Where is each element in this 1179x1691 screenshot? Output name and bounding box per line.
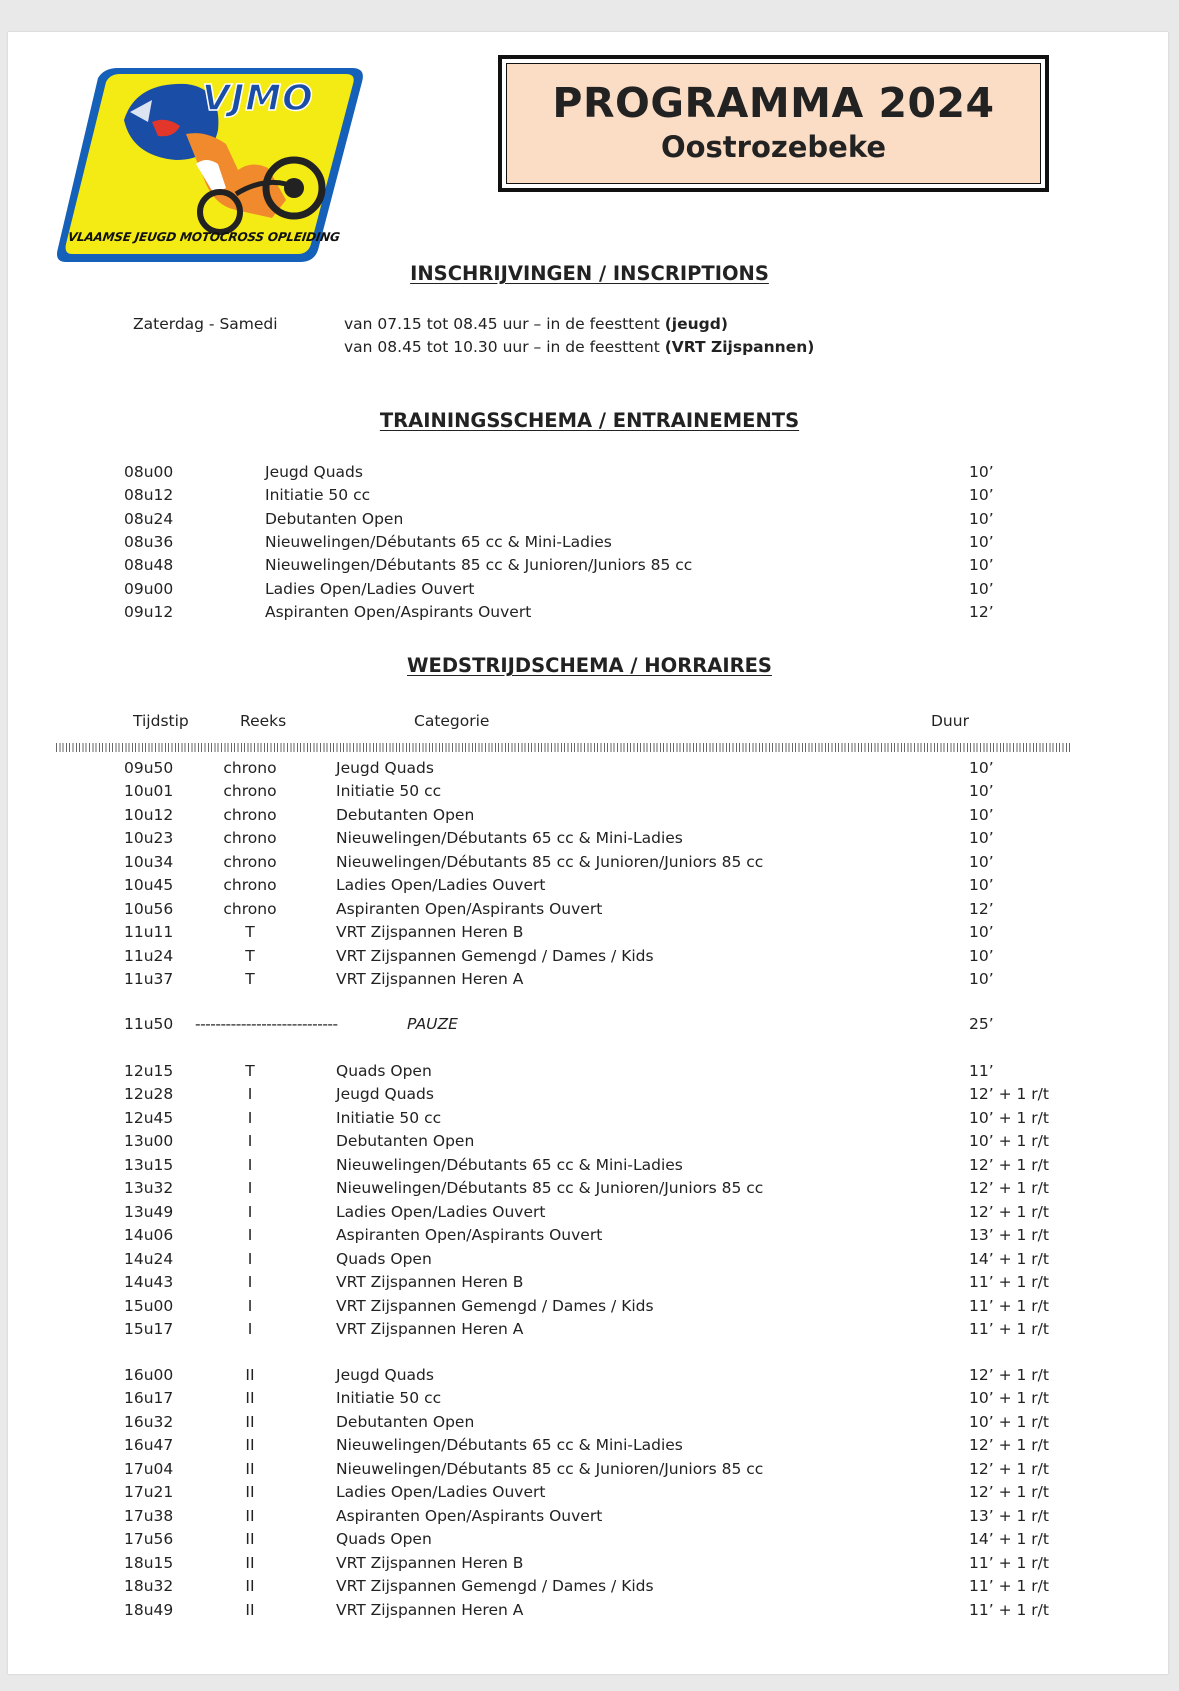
race-row bbox=[0, 1387, 1179, 1411]
race-reeks: II bbox=[245, 1600, 255, 1619]
race-row bbox=[0, 1248, 1179, 1272]
race-duration: 10’ bbox=[969, 852, 994, 871]
race-duration: 12’ bbox=[969, 899, 994, 918]
column-header-reeks: Reeks bbox=[240, 712, 287, 730]
race-time: 12u15 bbox=[124, 1062, 174, 1080]
race-duration: 14’ + 1 r/t bbox=[969, 1249, 1049, 1268]
pause-row bbox=[0, 1013, 1179, 1037]
race-time: 13u15 bbox=[124, 1155, 174, 1174]
race-duration: 11’ + 1 r/t bbox=[969, 1577, 1049, 1596]
race-time: 12u45 bbox=[124, 1108, 174, 1127]
race-reeks: II bbox=[245, 1483, 255, 1502]
race-category: Quads Open bbox=[336, 1062, 432, 1080]
training-category: Debutanten Open bbox=[265, 509, 404, 528]
race-reeks: chrono bbox=[223, 805, 277, 824]
race-time: 10u45 bbox=[124, 876, 174, 895]
pause-duration: 25’ bbox=[969, 1015, 994, 1033]
race-category: Initiatie 50 cc bbox=[336, 1108, 442, 1127]
race-duration: 12’ + 1 r/t bbox=[969, 1459, 1049, 1478]
race-category: VRT Zijspannen Gemengd / Dames / Kids bbox=[336, 1577, 654, 1596]
pause-label: PAUZE bbox=[407, 1015, 458, 1033]
race-reeks: II bbox=[245, 1459, 255, 1478]
race-time: 17u04 bbox=[124, 1459, 174, 1478]
training-duration: 10’ bbox=[969, 463, 994, 481]
race-reeks: I bbox=[247, 1273, 253, 1292]
race-duration: 10’ bbox=[969, 946, 994, 965]
race-reeks: II bbox=[245, 1577, 255, 1596]
race-duration: 11’ + 1 r/t bbox=[969, 1553, 1049, 1572]
race-time: 14u24 bbox=[124, 1249, 174, 1268]
race-time: 09u50 bbox=[124, 759, 174, 777]
race-reeks: II bbox=[245, 1506, 255, 1525]
race-duration: 12’ + 1 r/t bbox=[969, 1483, 1049, 1502]
race-time: 16u17 bbox=[124, 1389, 174, 1408]
race-duration: 14’ + 1 r/t bbox=[969, 1530, 1049, 1549]
race-duration: 12’ + 1 r/t bbox=[969, 1436, 1049, 1455]
training-category: Ladies Open/Ladies Ouvert bbox=[265, 579, 475, 598]
race-row bbox=[0, 1458, 1179, 1482]
race-row bbox=[0, 1528, 1179, 1552]
race-duration: 13’ + 1 r/t bbox=[969, 1226, 1049, 1245]
race-time: 17u38 bbox=[124, 1506, 174, 1525]
inscriptions-line-1: van 07.15 tot 08.45 uur – in de feesttent (jeugd) bbox=[344, 315, 728, 333]
race-reeks: II bbox=[245, 1412, 255, 1431]
race-category: Ladies Open/Ladies Ouvert bbox=[336, 1483, 546, 1502]
race-category: Aspiranten Open/Aspirants Ouvert bbox=[336, 1506, 603, 1525]
training-heading: TRAININGSSCHEMA / ENTRAINEMENTS bbox=[379, 409, 800, 432]
training-time: 08u12 bbox=[124, 486, 174, 505]
race-duration: 11’ + 1 r/t bbox=[969, 1600, 1049, 1619]
race-duration: 11’ + 1 r/t bbox=[969, 1296, 1049, 1315]
training-time: 08u00 bbox=[124, 463, 174, 481]
race-time: 10u56 bbox=[124, 899, 174, 918]
race-duration: 10’ + 1 r/t bbox=[969, 1108, 1049, 1127]
race-time: 16u00 bbox=[124, 1366, 174, 1384]
race-reeks: T bbox=[245, 970, 255, 989]
race-reeks: II bbox=[245, 1389, 255, 1408]
race-category: Jeugd Quads bbox=[336, 1085, 434, 1104]
race-reeks: I bbox=[247, 1085, 253, 1104]
training-duration: 12’ bbox=[969, 602, 994, 621]
race-time: 11u37 bbox=[124, 970, 174, 989]
race-reeks: I bbox=[247, 1132, 253, 1151]
training-duration: 10’ bbox=[969, 579, 994, 598]
race-reeks: I bbox=[247, 1202, 253, 1221]
race-time: 10u01 bbox=[124, 782, 174, 801]
race-category: Quads Open bbox=[336, 1530, 432, 1549]
race-row bbox=[0, 1318, 1179, 1342]
race-category: Nieuwelingen/Débutants 65 cc & Mini-Ladies bbox=[336, 1436, 683, 1455]
race-row bbox=[0, 874, 1179, 898]
training-duration: 10’ bbox=[969, 486, 994, 505]
page-title: PROGRAMMA 2024 bbox=[552, 79, 995, 128]
race-time: 11u24 bbox=[124, 946, 174, 965]
race-time: 16u32 bbox=[124, 1412, 174, 1431]
training-row bbox=[0, 554, 1179, 578]
race-category: Nieuwelingen/Débutants 85 cc & Junioren/Juniors 85 cc bbox=[336, 1179, 764, 1198]
race-duration: 10’ bbox=[969, 805, 994, 824]
race-row bbox=[0, 898, 1179, 922]
race-row bbox=[0, 1201, 1179, 1225]
race-row bbox=[0, 968, 1179, 992]
race-category: Initiatie 50 cc bbox=[336, 1389, 442, 1408]
race-reeks: chrono bbox=[223, 782, 277, 801]
training-row bbox=[0, 531, 1179, 555]
race-category: Nieuwelingen/Débutants 65 cc & Mini-Ladies bbox=[336, 1155, 683, 1174]
race-duration: 10’ bbox=[969, 759, 994, 777]
race-reeks: I bbox=[247, 1108, 253, 1127]
race-reeks: II bbox=[245, 1436, 255, 1455]
training-time: 08u24 bbox=[124, 509, 174, 528]
training-time: 09u12 bbox=[124, 602, 174, 621]
vjmo-logo bbox=[56, 60, 366, 270]
race-row bbox=[0, 1271, 1179, 1295]
race-category: Debutanten Open bbox=[336, 1132, 475, 1151]
race-category: VRT Zijspannen Heren A bbox=[336, 1600, 524, 1619]
race-time: 10u34 bbox=[124, 852, 174, 871]
training-duration: 10’ bbox=[969, 509, 994, 528]
race-category: VRT Zijspannen Gemengd / Dames / Kids bbox=[336, 946, 654, 965]
race-time: 17u56 bbox=[124, 1530, 174, 1549]
race-reeks: I bbox=[247, 1155, 253, 1174]
race-row bbox=[0, 945, 1179, 969]
training-row bbox=[0, 461, 1179, 485]
race-row bbox=[0, 1060, 1179, 1084]
column-header-category: Categorie bbox=[414, 712, 490, 730]
race-time: 13u49 bbox=[124, 1202, 174, 1221]
race-reeks: T bbox=[245, 923, 255, 942]
race-category: Debutanten Open bbox=[336, 805, 475, 824]
race-duration: 11’ bbox=[969, 1062, 994, 1080]
race-row bbox=[0, 1599, 1179, 1623]
training-category: Jeugd Quads bbox=[265, 463, 363, 481]
race-row bbox=[0, 1411, 1179, 1435]
race-category: Ladies Open/Ladies Ouvert bbox=[336, 1202, 546, 1221]
training-category: Initiatie 50 cc bbox=[265, 486, 371, 505]
race-category: Nieuwelingen/Débutants 65 cc & Mini-Ladies bbox=[336, 829, 683, 848]
race-row bbox=[0, 780, 1179, 804]
race-duration: 10’ bbox=[969, 923, 994, 942]
inscriptions-heading: INSCHRIJVINGEN / INSCRIPTIONS bbox=[410, 262, 769, 285]
race-time: 10u23 bbox=[124, 829, 174, 848]
race-row bbox=[0, 1154, 1179, 1178]
race-row bbox=[0, 1130, 1179, 1154]
race-category: VRT Zijspannen Heren B bbox=[336, 1553, 524, 1572]
training-row bbox=[0, 484, 1179, 508]
race-row bbox=[0, 1481, 1179, 1505]
race-reeks: chrono bbox=[223, 852, 277, 871]
training-row bbox=[0, 508, 1179, 532]
race-duration: 10’ + 1 r/t bbox=[969, 1132, 1049, 1151]
race-time: 17u21 bbox=[124, 1483, 174, 1502]
race-duration: 10’ bbox=[969, 970, 994, 989]
training-duration: 10’ bbox=[969, 556, 994, 575]
race-reeks: T bbox=[245, 946, 255, 965]
race-duration: 10’ bbox=[969, 876, 994, 895]
race-row bbox=[0, 1295, 1179, 1319]
race-category: Quads Open bbox=[336, 1249, 432, 1268]
race-time: 15u00 bbox=[124, 1296, 174, 1315]
race-reeks: I bbox=[247, 1249, 253, 1268]
race-duration: 12’ + 1 r/t bbox=[969, 1179, 1049, 1198]
race-category: Nieuwelingen/Débutants 85 cc & Junioren/Juniors 85 cc bbox=[336, 852, 764, 871]
race-row bbox=[0, 827, 1179, 851]
race-category: Aspiranten Open/Aspirants Ouvert bbox=[336, 899, 603, 918]
race-reeks: II bbox=[245, 1553, 255, 1572]
race-duration: 12’ + 1 r/t bbox=[969, 1366, 1049, 1384]
race-row bbox=[0, 757, 1179, 781]
training-category: Nieuwelingen/Débutants 85 cc & Junioren/Juniors 85 cc bbox=[265, 556, 693, 575]
pause-dashes: ---------------------------- bbox=[195, 1015, 338, 1033]
race-category: VRT Zijspannen Heren B bbox=[336, 1273, 524, 1292]
logo-tagline: VLAAMSE JEUGD MOTOCROSS OPLEIDING bbox=[67, 230, 341, 244]
race-time: 14u06 bbox=[124, 1226, 174, 1245]
race-time: 13u00 bbox=[124, 1132, 174, 1151]
race-row bbox=[0, 1434, 1179, 1458]
race-time: 13u32 bbox=[124, 1179, 174, 1198]
race-duration: 12’ + 1 r/t bbox=[969, 1085, 1049, 1104]
race-duration: 10’ bbox=[969, 829, 994, 848]
race-duration: 10’ bbox=[969, 782, 994, 801]
race-category: Jeugd Quads bbox=[336, 1366, 434, 1384]
column-header-duration: Duur bbox=[931, 712, 969, 730]
race-duration: 13’ + 1 r/t bbox=[969, 1506, 1049, 1525]
logo-brand: VJMO bbox=[202, 78, 314, 119]
race-reeks: T bbox=[245, 1062, 255, 1080]
race-row bbox=[0, 1107, 1179, 1131]
page-subtitle: Oostrozebeke bbox=[660, 130, 887, 165]
race-category: Debutanten Open bbox=[336, 1412, 475, 1431]
race-row bbox=[0, 1505, 1179, 1529]
race-category: VRT Zijspannen Heren A bbox=[336, 1319, 524, 1338]
race-row bbox=[0, 1177, 1179, 1201]
race-row bbox=[0, 1224, 1179, 1248]
inscriptions-day: Zaterdag - Samedi bbox=[133, 315, 278, 333]
race-category: VRT Zijspannen Heren A bbox=[336, 970, 524, 989]
column-header-time: Tijdstip bbox=[133, 712, 189, 730]
race-row bbox=[0, 1364, 1179, 1388]
race-row bbox=[0, 804, 1179, 828]
race-reeks: I bbox=[247, 1179, 253, 1198]
race-row bbox=[0, 921, 1179, 945]
race-time: 18u15 bbox=[124, 1553, 174, 1572]
race-reeks: I bbox=[247, 1296, 253, 1315]
race-reeks: chrono bbox=[223, 759, 277, 777]
training-category: Nieuwelingen/Débutants 65 cc & Mini-Ladies bbox=[265, 532, 612, 551]
race-duration: 11’ + 1 r/t bbox=[969, 1273, 1049, 1292]
race-category: Initiatie 50 cc bbox=[336, 782, 442, 801]
race-category: VRT Zijspannen Heren B bbox=[336, 923, 524, 942]
race-reeks: II bbox=[245, 1530, 255, 1549]
race-reeks: chrono bbox=[223, 899, 277, 918]
race-duration: 12’ + 1 r/t bbox=[969, 1202, 1049, 1221]
race-category: VRT Zijspannen Gemengd / Dames / Kids bbox=[336, 1296, 654, 1315]
race-category: Ladies Open/Ladies Ouvert bbox=[336, 876, 546, 895]
race-time: 14u43 bbox=[124, 1273, 174, 1292]
race-time: 11u11 bbox=[124, 923, 174, 942]
race-reeks: chrono bbox=[223, 876, 277, 895]
race-row bbox=[0, 851, 1179, 875]
inscriptions-line-2: van 08.45 tot 10.30 uur – in de feesttent (VRT Zijspannen) bbox=[344, 338, 815, 356]
race-category: Aspiranten Open/Aspirants Ouvert bbox=[336, 1226, 603, 1245]
race-category: Nieuwelingen/Débutants 85 cc & Junioren/Juniors 85 cc bbox=[336, 1459, 764, 1478]
race-time: 10u12 bbox=[124, 805, 174, 824]
training-row bbox=[0, 578, 1179, 602]
training-time: 08u48 bbox=[124, 556, 174, 575]
race-duration: 12’ + 1 r/t bbox=[969, 1155, 1049, 1174]
race-heading: WEDSTRIJDSCHEMA / HORRAIRES bbox=[407, 654, 772, 677]
race-row bbox=[0, 1083, 1179, 1107]
dotted-separator bbox=[56, 743, 1072, 752]
title-box bbox=[498, 55, 1049, 192]
race-row bbox=[0, 1575, 1179, 1599]
race-reeks: I bbox=[247, 1226, 253, 1245]
race-duration: 10’ + 1 r/t bbox=[969, 1389, 1049, 1408]
race-time: 15u17 bbox=[124, 1319, 174, 1338]
race-time: 18u32 bbox=[124, 1577, 174, 1596]
training-time: 08u36 bbox=[124, 532, 174, 551]
race-time: 12u28 bbox=[124, 1085, 174, 1104]
race-reeks: II bbox=[245, 1366, 255, 1384]
training-duration: 10’ bbox=[969, 532, 994, 551]
pause-time: 11u50 bbox=[124, 1015, 174, 1033]
training-row bbox=[0, 601, 1179, 625]
race-reeks: I bbox=[247, 1319, 253, 1338]
race-row bbox=[0, 1552, 1179, 1576]
race-duration: 11’ + 1 r/t bbox=[969, 1319, 1049, 1338]
race-time: 16u47 bbox=[124, 1436, 174, 1455]
training-time: 09u00 bbox=[124, 579, 174, 598]
training-category: Aspiranten Open/Aspirants Ouvert bbox=[265, 602, 532, 621]
race-time: 18u49 bbox=[124, 1600, 174, 1619]
race-category: Jeugd Quads bbox=[336, 759, 434, 777]
race-reeks: chrono bbox=[223, 829, 277, 848]
race-duration: 10’ + 1 r/t bbox=[969, 1412, 1049, 1431]
